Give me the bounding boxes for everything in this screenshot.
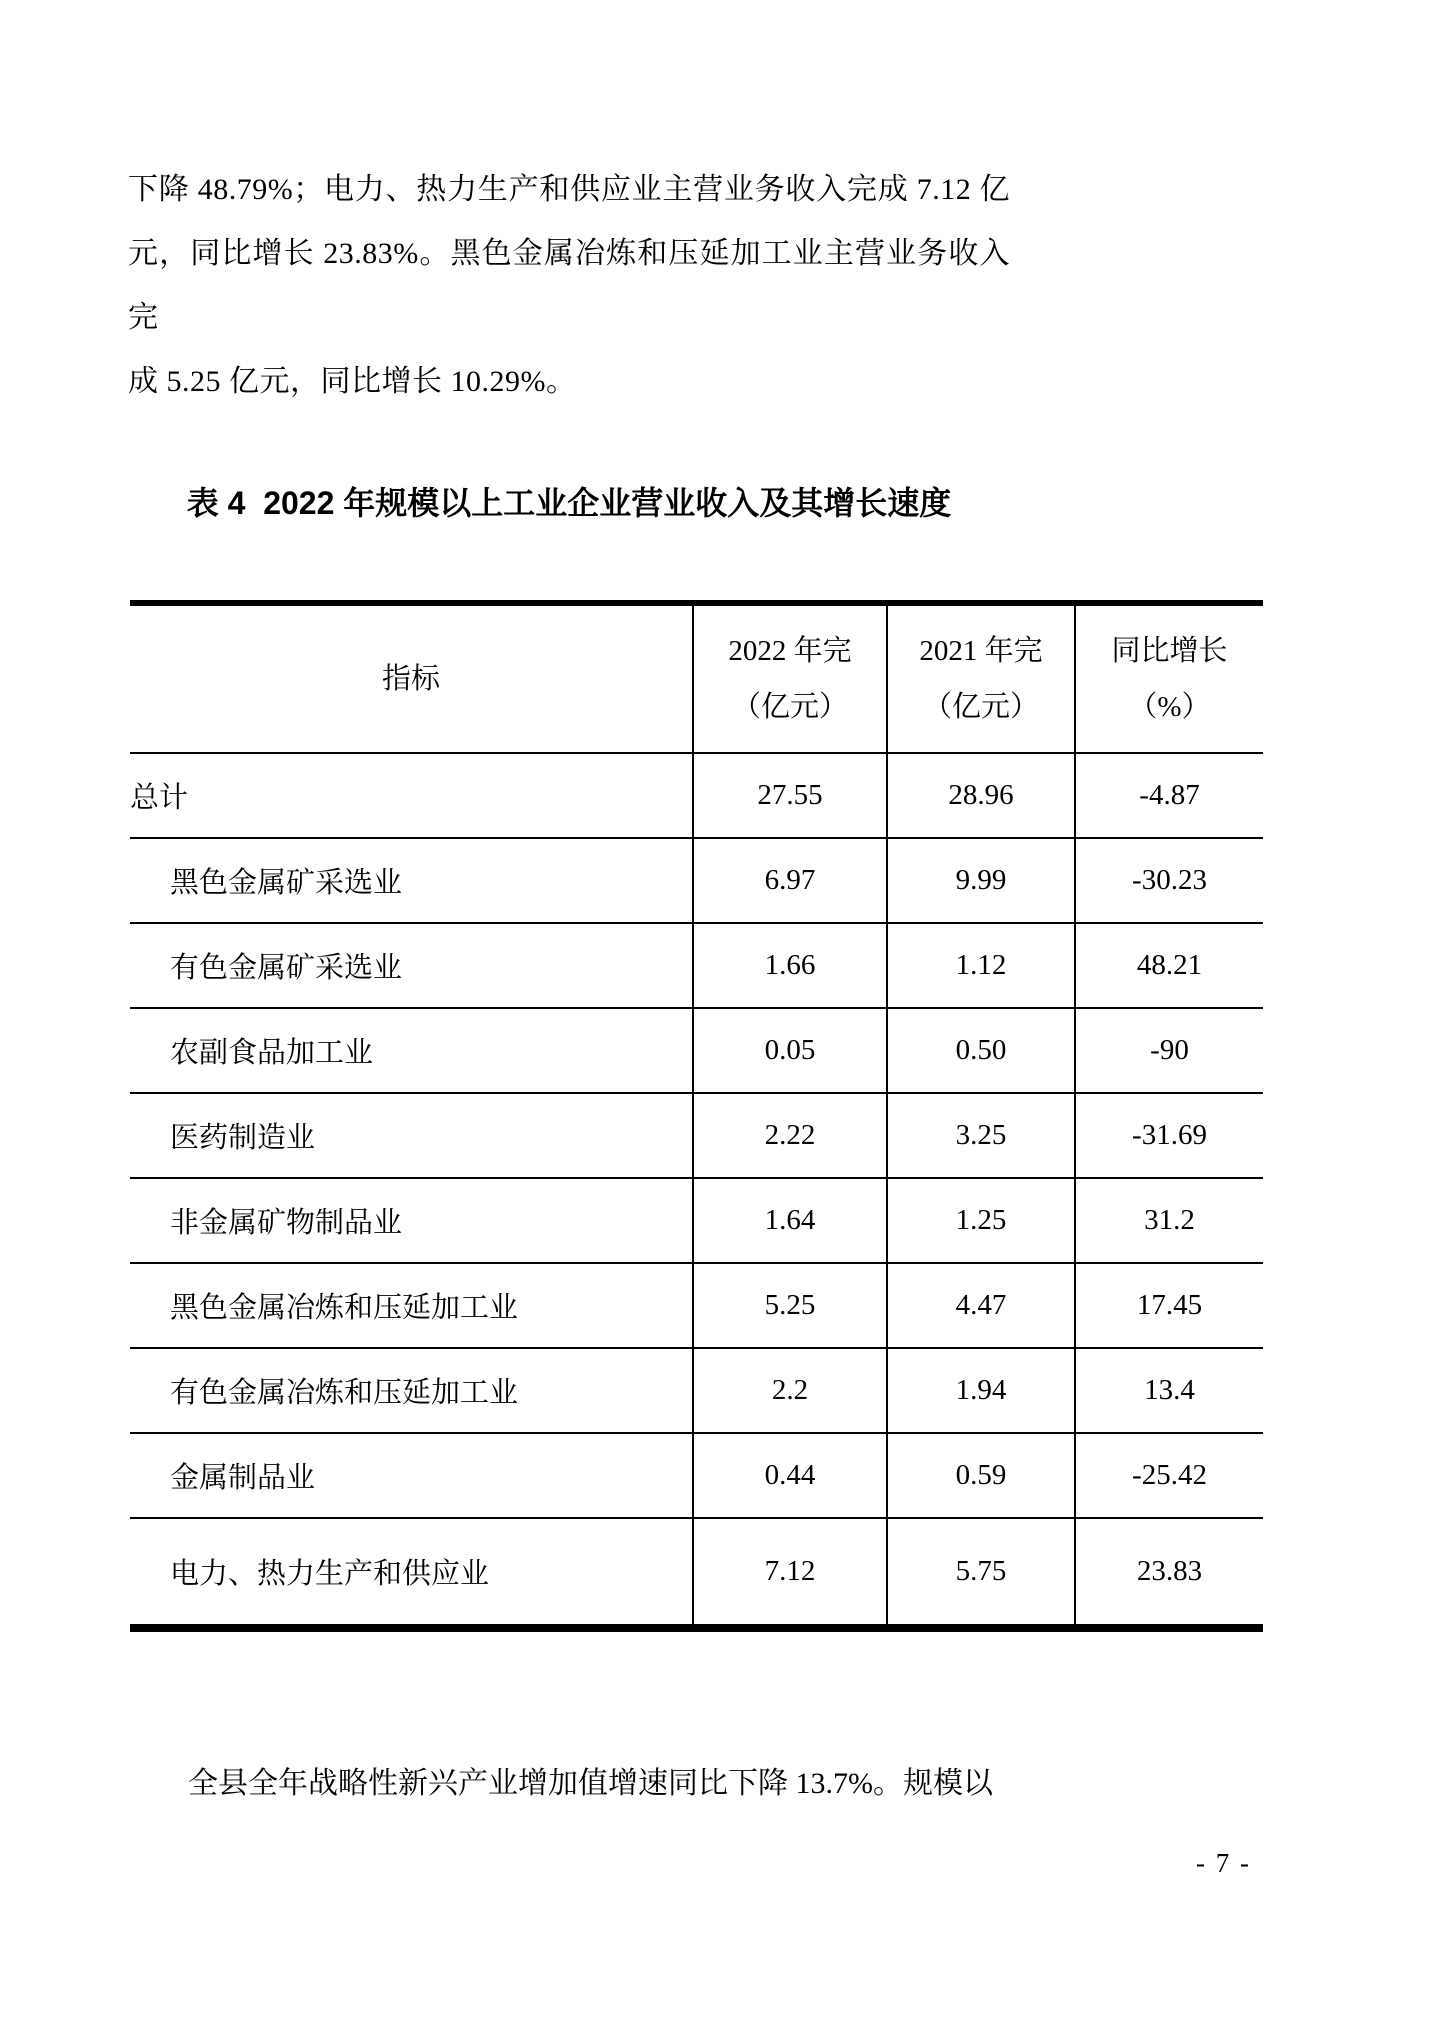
paragraph-line: 元，同比增长 23.83%。黑色金属冶炼和压延加工业主营业务收入完 xyxy=(128,237,1010,334)
paragraph-line: 成 5.25 亿元，同比增长 10.29%。 xyxy=(128,365,577,398)
table-row xyxy=(130,1178,1263,1263)
header-indicator-label: 指标 xyxy=(381,663,440,695)
table-row xyxy=(130,1433,1263,1518)
row-growth: 31.2 xyxy=(1144,1204,1195,1236)
table-header-row xyxy=(130,603,1263,753)
table-row xyxy=(130,838,1263,923)
row-value-2022: 5.25 xyxy=(693,1263,887,1348)
row-indicator: 有色金属矿采选业 xyxy=(130,923,693,1008)
row-growth: -31.69 xyxy=(1132,1119,1207,1151)
header-2022-line2: （亿元） xyxy=(731,691,848,723)
header-2021-line2: （亿元） xyxy=(922,691,1039,723)
paragraph-top xyxy=(128,158,1010,414)
row-value-2021: 1.25 xyxy=(887,1178,1075,1263)
row-value-2022: 2.2 xyxy=(693,1348,887,1433)
row-growth: 23.83 xyxy=(1136,1555,1203,1587)
row-value-2022: 1.66 xyxy=(693,923,887,1008)
row-indicator: 农副食品加工业 xyxy=(130,1008,693,1093)
page-number: - 7 - xyxy=(1196,1848,1251,1878)
row-value-2021: 1.12 xyxy=(887,923,1075,1008)
row-indicator: 非金属矿物制品业 xyxy=(130,1178,693,1263)
row-value-2022: 0.05 xyxy=(693,1008,887,1093)
row-value-2022: 2.22 xyxy=(693,1093,887,1178)
header-growth xyxy=(1075,603,1263,753)
row-growth: 17.45 xyxy=(1136,1289,1203,1321)
header-growth-line2: （%） xyxy=(1128,691,1211,723)
row-growth: -90 xyxy=(1150,1034,1189,1066)
revenue-table xyxy=(130,600,1263,1632)
row-growth: -4.87 xyxy=(1139,779,1200,811)
row-indicator: 金属制品业 xyxy=(130,1433,693,1518)
table-row xyxy=(130,923,1263,1008)
header-growth-line1: 同比增长 xyxy=(1111,635,1228,667)
table-row xyxy=(130,1093,1263,1178)
row-indicator: 电力、热力生产和供应业 xyxy=(130,1518,693,1628)
row-growth: 13.4 xyxy=(1144,1374,1195,1406)
row-growth: 48.21 xyxy=(1136,949,1203,981)
row-growth: -30.23 xyxy=(1132,864,1207,896)
row-growth: -25.42 xyxy=(1132,1459,1207,1491)
table-row xyxy=(130,1518,1263,1628)
paragraph-bottom: 全县全年战略性新兴产业增加值增速同比下降 13.7%。规模以 xyxy=(188,1767,993,1800)
row-indicator: 有色金属冶炼和压延加工业 xyxy=(130,1348,693,1433)
row-indicator: 黑色金属矿采选业 xyxy=(130,838,693,923)
row-value-2021: 4.47 xyxy=(887,1263,1075,1348)
row-value-2022: 6.97 xyxy=(693,838,887,923)
row-value-2021: 9.99 xyxy=(887,838,1075,923)
row-value-2021: 0.50 xyxy=(887,1008,1075,1093)
row-indicator: 黑色金属冶炼和压延加工业 xyxy=(130,1263,693,1348)
row-value-2022: 7.12 xyxy=(693,1518,887,1628)
row-value-2021: 0.59 xyxy=(887,1433,1075,1518)
header-2021 xyxy=(887,603,1075,753)
table-row xyxy=(130,1263,1263,1348)
row-value-2022: 1.64 xyxy=(693,1178,887,1263)
row-indicator: 医药制造业 xyxy=(130,1093,693,1178)
row-value-2022: 0.44 xyxy=(693,1433,887,1518)
header-2022 xyxy=(693,603,887,753)
paragraph-line: 下降 48.79%；电力、热力生产和供应业主营业务收入完成 7.12 亿 xyxy=(128,173,1010,206)
table-row xyxy=(130,753,1263,838)
row-value-2021: 3.25 xyxy=(887,1093,1075,1178)
row-indicator: 总计 xyxy=(130,753,693,838)
row-value-2021: 28.96 xyxy=(887,753,1075,838)
table-row xyxy=(130,1008,1263,1093)
header-2022-line1: 2022 年完 xyxy=(728,635,852,667)
row-value-2022: 27.55 xyxy=(693,753,887,838)
row-value-2021: 1.94 xyxy=(887,1348,1075,1433)
header-indicator xyxy=(130,603,693,753)
table-row xyxy=(130,1348,1263,1433)
header-2021-line1: 2021 年完 xyxy=(919,635,1043,667)
row-value-2021: 5.75 xyxy=(887,1518,1075,1628)
table-title: 表 4 2022 年规模以上工业企业营业收入及其增长速度 xyxy=(186,485,952,521)
